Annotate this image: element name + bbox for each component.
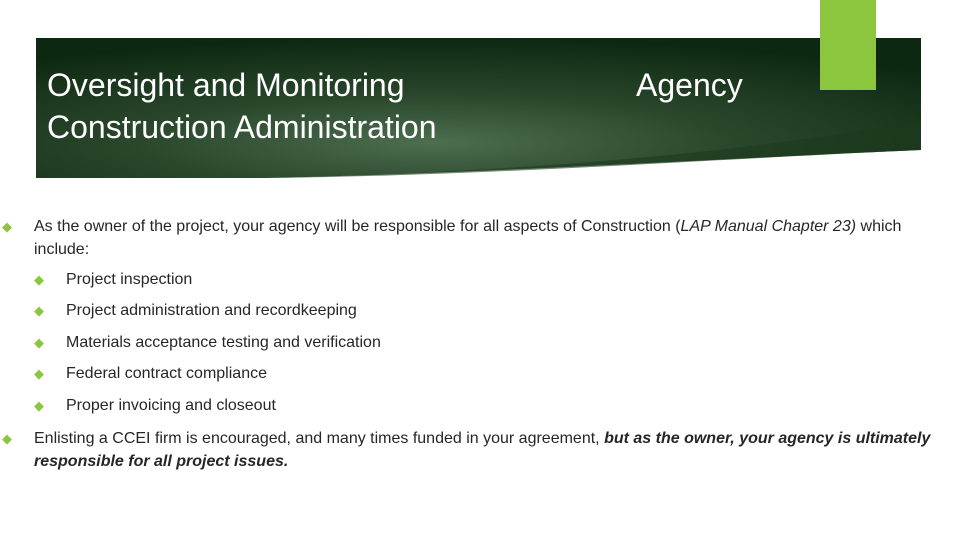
sub-bullet-text: Federal contract compliance bbox=[66, 365, 267, 382]
diamond-icon: ◆ bbox=[34, 303, 44, 318]
slide-title-line2: Construction Administration bbox=[47, 109, 437, 145]
diamond-icon: ◆ bbox=[34, 335, 44, 350]
bullet-ccei bbox=[2, 427, 958, 473]
bullet-text: Enlisting a CCEI firm is encouraged, and many times funded in your agreement, bbox=[34, 430, 605, 447]
sub-bullet-text: Materials acceptance testing and verification bbox=[66, 334, 381, 351]
sub-bullet bbox=[34, 268, 926, 291]
sub-bullet bbox=[34, 362, 926, 385]
bullet-responsibility bbox=[2, 215, 944, 261]
bullet-text-italic: LAP Manual Chapter 23) bbox=[680, 218, 857, 235]
sub-bullet-text: Proper invoicing and closeout bbox=[66, 397, 276, 414]
accent-tab bbox=[820, 0, 876, 90]
sub-bullet bbox=[34, 331, 926, 354]
slide-title-line1: Oversight and Monitoring bbox=[47, 67, 405, 103]
diamond-icon: ◆ bbox=[34, 272, 44, 287]
sub-bullet bbox=[34, 394, 926, 417]
slide-title-right: Agency bbox=[636, 67, 743, 103]
bullet-text-end: which include: bbox=[34, 218, 902, 258]
diamond-icon: ◆ bbox=[2, 219, 12, 234]
sub-bullet-text: Project administration and recordkeeping bbox=[66, 302, 357, 319]
bullet-text-emphasis: but as the owner, your agency is ultimately responsible for all project issues. bbox=[34, 430, 931, 470]
diamond-icon: ◆ bbox=[34, 366, 44, 381]
diamond-icon: ◆ bbox=[34, 398, 44, 413]
bullet-text: As the owner of the project, your agency will be responsible for all aspects of Construction ( bbox=[34, 218, 681, 235]
diamond-icon: ◆ bbox=[2, 431, 12, 446]
sub-bullet bbox=[34, 299, 926, 322]
sub-bullet-text: Project inspection bbox=[66, 271, 193, 288]
